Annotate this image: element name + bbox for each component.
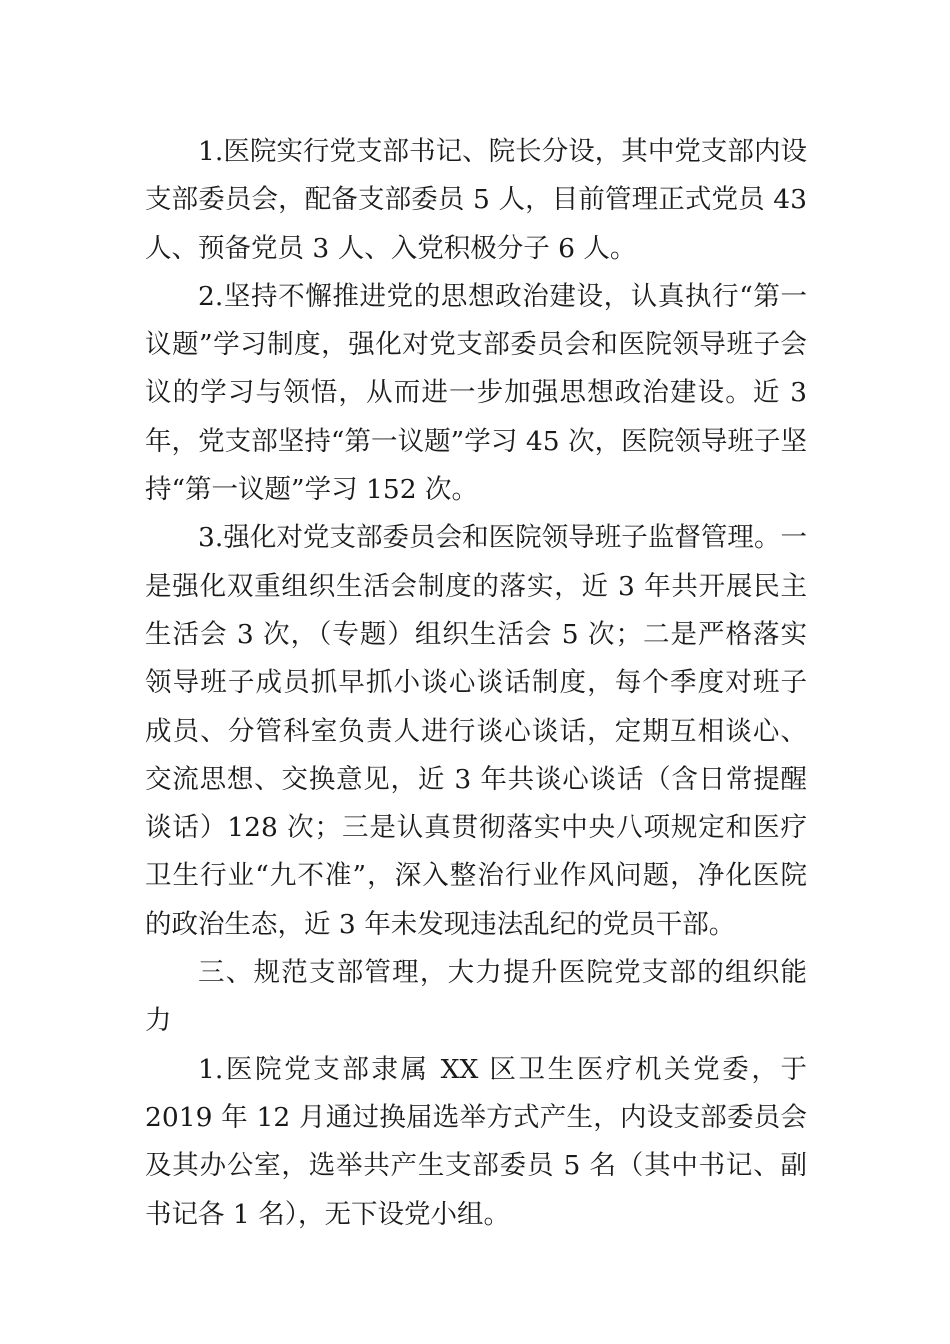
paragraph-4: 1.医院党支部隶属 XX 区卫生医疗机关党委，于 2019 年 12 月通过换届选举方式产生，内设支部委员会及其办公室，选举共产生支部委员 5 名（其中书记、副书记各 1 名），无下设党小组。 <box>145 1053 816 1230</box>
document-body <box>145 128 816 1239</box>
paragraph-3: 3.强化对党支部委员会和医院领导班子监督管理。一是强化双重组织生活会制度的落实，近 3 年共开展民主生活会 3 次，（专题）组织生活会 5 次；二是严格落实领导班子成员抓早抓小谈心谈话制度，每个季度对班子成员、分管科室负责人进行谈心谈话，定期互相谈心、交流思想、交换意见，近 3 年共谈心谈话（含日常提醒谈话）128 次；三是认真贯彻落实中央八项规定和医疗卫生行业“九不准”，深入整治行业作风问题，净化医院的政治生态，近 3 年未发现违法乱纪的党员干部。 <box>145 522 807 940</box>
section-heading: 三、规范支部管理，大力提升医院党支部的组织能力 <box>145 957 807 1037</box>
paragraph-1: 1.医院实行党支部书记、院长分设，其中党支部内设支部委员会，配备支部委员 5 人，目前管理正式党员 43 人、预备党员 3 人、入党积极分子 6 人。 <box>145 136 816 264</box>
paragraph-2: 2.坚持不懈推进党的思想政治建设，认真执行“第一议题”学习制度，强化对党支部委员会和医院领导班子会议的学习与领悟，从而进一步加强思想政治建设。近 3 年，党支部坚持“第一议题”学习 45 次，医院领导班子坚持“第一议题”学习 152 次。 <box>145 280 816 506</box>
